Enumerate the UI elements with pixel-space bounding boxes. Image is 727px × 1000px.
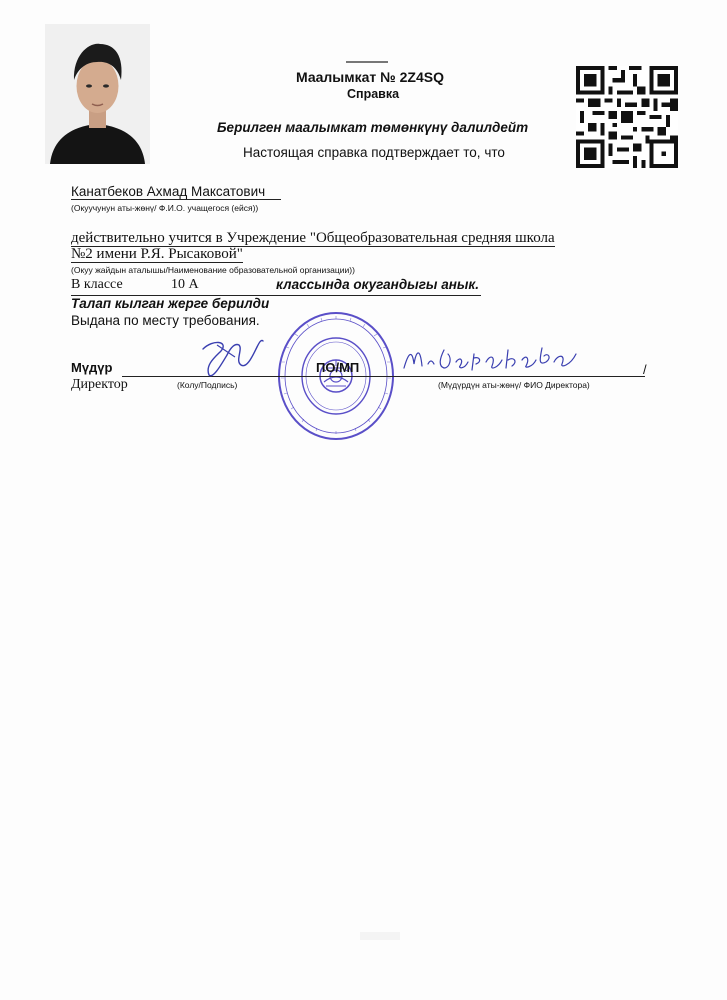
confirm-text-ru: Настоящая справка подтверждает то, что [243, 145, 505, 160]
organization-value: действительно учится в Учреждение "Общеобразовательная средняя школа №2 имени Р.Я. Рысаковой" [71, 230, 555, 262]
class-row [71, 277, 481, 296]
organization-text [71, 230, 571, 262]
student-name-caption: (Окуучунун аты-жөнү/ Ф.И.О. учащегося (ейся)) [71, 203, 259, 213]
director-name-handwritten [400, 340, 580, 374]
student-name: Канатбеков Ахмад Максатович [71, 184, 281, 200]
requirement-text-ky: Талап кылган жерге берилди [71, 296, 270, 311]
class-value: 10 А [171, 277, 199, 292]
signature-caption: (Колу/Подпись) [177, 380, 238, 390]
stamp-label: ПО/МП [316, 360, 360, 375]
director-signature [195, 335, 270, 380]
scan-artifact [360, 932, 400, 940]
document-title: Маалымкат № 2Z4SQ [296, 69, 444, 85]
qr-code-icon [576, 66, 678, 168]
director-label-ru: Директор [71, 377, 128, 392]
director-label-ky: Мүдүр [71, 360, 113, 375]
class-text-ky: классында окугандыгы анык. [276, 277, 479, 292]
student-photo [45, 24, 150, 164]
requirement-text-ru: Выдана по месту требования. [71, 313, 260, 328]
class-label: В классе [71, 277, 123, 292]
document-subtitle: Справка [347, 87, 400, 101]
signature-slash: / [643, 362, 647, 377]
header-rule [346, 61, 388, 63]
director-fio-caption: (Мүдүрдүн аты-жөнү/ ФИО Директора) [438, 380, 590, 390]
organization-caption: (Окуу жайдын аталышы/Наименование образовательной организации)) [71, 265, 355, 275]
confirm-text-ky: Берилген маалымкат төмөнкүнү далилдейт [217, 120, 529, 135]
